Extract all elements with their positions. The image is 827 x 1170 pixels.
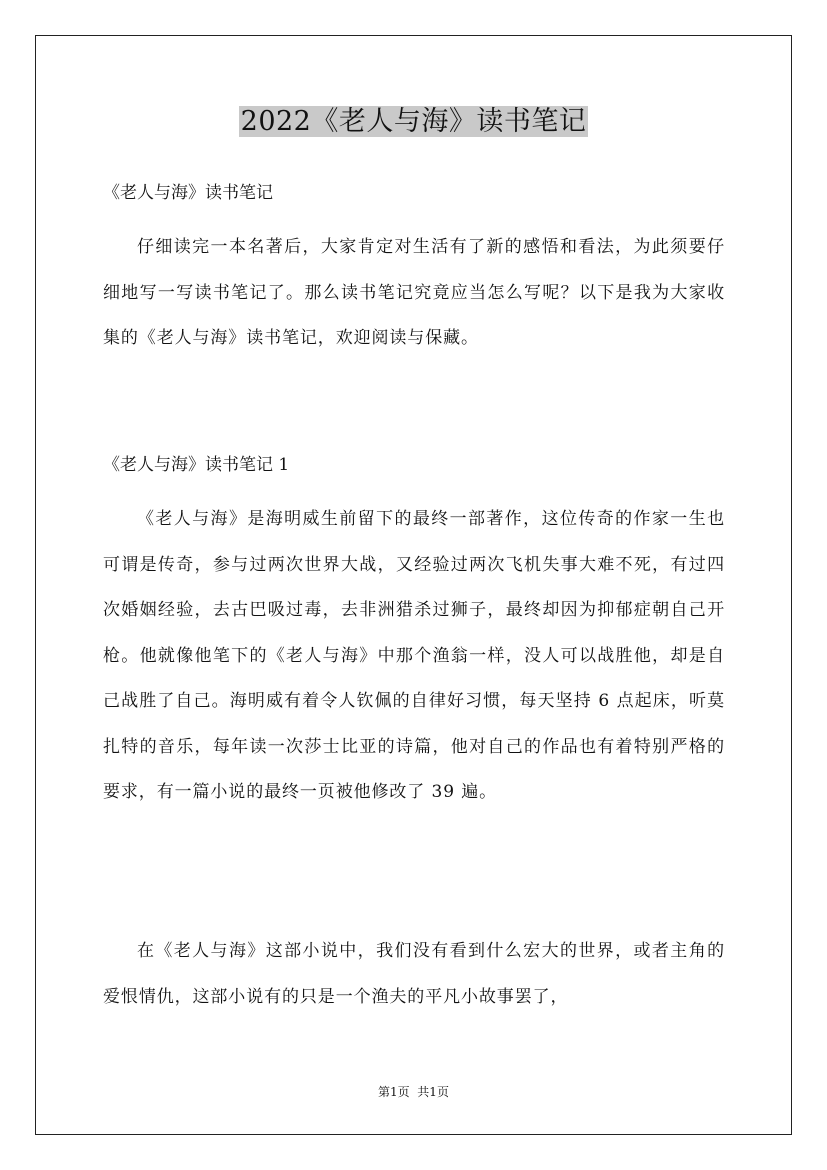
body-paragraph-1: 《老人与海》是海明威生前留下的最终一部著作，这位传奇的作家一生也可谓是传奇，参与过两次世界大战，又经验过两次飞机失事大难不死，有过四次婚姻经验，去古巴吸过毒，去非洲猎杀过狮子，最终却因为抑郁症朝自己开枪。他就像他笔下的《老人与海》中那个渔翁一样，没人可以战胜他，却是自己战胜了自己。海明威有着令人钦佩的自律好习惯，每天坚持 6 点起床，听莫扎特的音乐，每年读一次莎士比亚的诗篇，他对自己的作品也有着特别严格的要求，有一篇小说的最终一页被他修改了 39 遍。: [103, 509, 725, 802]
section-heading: 《老人与海》读书笔记 1: [103, 455, 290, 475]
document-title: [0, 101, 827, 143]
body-paragraph-2: 在《老人与海》这部小说中，我们没有看到什么宏大的世界，或者主角的爱恨情仇，这部小说有的只是一个渔夫的平凡小故事罢了，: [103, 941, 725, 1007]
page-number-footer: 第1页 共1页: [378, 1085, 449, 1099]
document-title-text: 2022《老人与海》读书笔记: [240, 106, 587, 137]
document-subtitle: 《老人与海》读书笔记: [103, 183, 273, 203]
intro-paragraph: 仔细读完一本名著后，大家肯定对生活有了新的感悟和看法，为此须要仔细地写一写读书笔记了。那么读书笔记究竟应当怎么写呢？以下是我为大家收集的《老人与海》读书笔记，欢迎阅读与保藏。: [103, 237, 725, 348]
